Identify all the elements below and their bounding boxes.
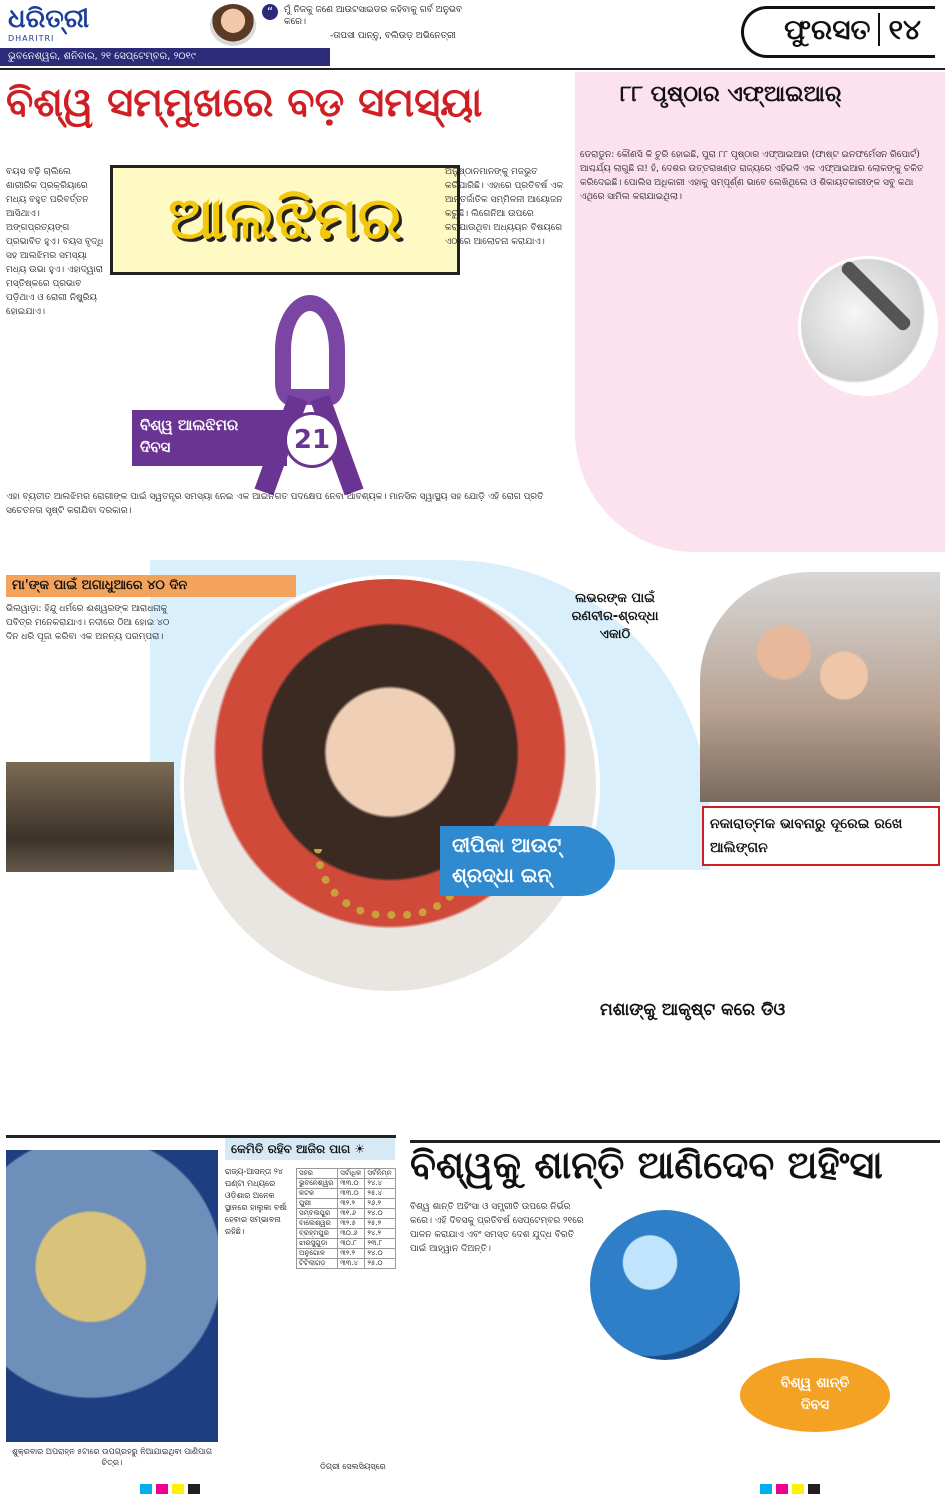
table-cell: ୩୨.୨ bbox=[338, 1199, 365, 1209]
deepika-label: ଦୀପିକା ଆଉଟ୍‌ ଶ୍ରଦ୍ଧା ଇନ୍‌ bbox=[440, 826, 615, 896]
table-row bbox=[297, 1209, 396, 1219]
crowd-photo bbox=[6, 762, 174, 872]
reg-black-2 bbox=[808, 1484, 820, 1494]
alz-day-line1: ବିଶ୍ୱ ଆଲଝିମର bbox=[140, 416, 239, 434]
table-cell: ୩୨.୫ bbox=[338, 1219, 365, 1229]
table-row bbox=[297, 1229, 396, 1239]
table-row bbox=[297, 1219, 396, 1229]
table-header-cell: ସହର bbox=[297, 1169, 338, 1179]
table-header-cell: ସର୍ବାଧିକ bbox=[338, 1169, 365, 1179]
table-cell: ୩୩.୪ bbox=[338, 1259, 365, 1269]
quote-avatar bbox=[210, 4, 256, 46]
table-cell: ୨୪.୨ bbox=[365, 1229, 396, 1239]
logo-text: ଧରିତ୍ରୀ bbox=[8, 4, 90, 34]
alz-day-number: 21 bbox=[284, 412, 340, 468]
newspaper-logo bbox=[8, 4, 100, 48]
reg-cyan bbox=[140, 1484, 152, 1494]
lovers-label: ଲଭରଙ୍କ ପାଇଁ ରଣବୀର-ଶ୍ରଦ୍ଧା ଏକାଠି bbox=[571, 591, 659, 642]
hug-headline: ନକାରାତ୍ମକ ଭାବନାରୁ ଦୂରେଇ ରଖେ ଆଲିଙ୍ଗନ bbox=[702, 806, 940, 866]
table-cell: କଟକ bbox=[297, 1189, 338, 1199]
page-number: ୧୪ bbox=[878, 13, 921, 46]
table-cell: ୨୪.୦ bbox=[365, 1249, 396, 1259]
peace-badge-line2: ଦିବସ bbox=[800, 1397, 830, 1413]
table-cell: ୩୦.୮ bbox=[338, 1239, 365, 1249]
weather-note: ରାଜ୍ୟ-ଆସନ୍ତା ୨୪ ଘଣ୍ଟା ମଧ୍ୟରେ ଓଡ଼ିଶାର ଅନେକ ସ୍ଥାନରେ ହାଲୁକା ବର୍ଷା ହେବାର ସମ୍ଭାବନା ରହିଛି। bbox=[225, 1167, 287, 1236]
fountain-pen-image bbox=[798, 256, 938, 396]
table-cell: ୨୬.୨ bbox=[365, 1199, 396, 1209]
mom-body: ଭିଲୱାଡ଼ା: ହିନ୍ଦୁ ଧର୍ମରେ ଈଶ୍ୱରଙ୍କ ଆରାଧନାକୁ ପବିତ୍ର ମନେକରାଯାଏ। ନଦୀରେ ଠିଆ ହୋଇ ୪୦ ଦିନ ଧରି ପୂଜା କରିବା ଏକ ଅନନ୍ୟ ପରମ୍ପରା। bbox=[6, 604, 170, 642]
reg-black bbox=[188, 1484, 200, 1494]
mosquito-headline: ମଶାଙ୍କୁ ଆକୃଷ୍ଟ କରେ ଡିଓ bbox=[600, 1000, 786, 1020]
table-cell: ୨୪.୪ bbox=[365, 1179, 396, 1189]
table-row bbox=[297, 1189, 396, 1199]
table-row bbox=[297, 1199, 396, 1209]
table-cell: ୩୩.୦ bbox=[338, 1179, 365, 1189]
alz-banner: ଆଲଝିମର bbox=[110, 165, 460, 275]
masthead bbox=[0, 0, 945, 70]
weather-title-text: କେମିତି ରହିବ ଆଜିର ପାଗ bbox=[231, 1142, 351, 1156]
table-cell: ଭୁବନେଶ୍ୱର bbox=[297, 1179, 338, 1189]
table-cell: ୨୫.୪ bbox=[365, 1189, 396, 1199]
actress-portrait bbox=[180, 575, 600, 995]
logo-sub: DHARITRI bbox=[8, 34, 55, 43]
globe-image bbox=[590, 1210, 740, 1360]
reg-magenta-2 bbox=[776, 1484, 788, 1494]
table-cell: ୨୩.୮ bbox=[365, 1239, 396, 1249]
reg-cyan-2 bbox=[760, 1484, 772, 1494]
table-header-cell: ସର୍ବନିମ୍ନ bbox=[365, 1169, 396, 1179]
table-cell: ୩୧.୬ bbox=[338, 1209, 365, 1219]
quote-icon: “ bbox=[262, 4, 278, 20]
map-caption: ଶୁକ୍ରବାର ଅପରାହ୍ନ ୫ଟାରେ ଉପଗ୍ରହରୁ ନିଆଯାଇଥିବା ପାଣିପାଗ ଚିତ୍ର। bbox=[11, 1447, 213, 1467]
table-cell: ୩୦.୬ bbox=[338, 1229, 365, 1239]
reg-magenta bbox=[156, 1484, 168, 1494]
table-row bbox=[297, 1179, 396, 1189]
fir-headline: ୮୮ ପୃଷ୍ଠାର ଏଫ୍‌ଆଇଆର୍‌ bbox=[620, 82, 842, 107]
weather-table bbox=[296, 1168, 396, 1269]
weather-table-header bbox=[297, 1169, 396, 1179]
peace-badge-line1: ବିଶ୍ୱ ଶାନ୍ତି bbox=[780, 1375, 850, 1391]
quote-author: -ତାପସୀ ପାନ୍ନୁ, ବଲିଉଡ଼ ଅଭିନେତ୍ରୀ bbox=[330, 31, 456, 41]
alz-day-badge bbox=[132, 410, 287, 466]
table-cell: ବ୍ରହ୍ମପୁର bbox=[297, 1229, 338, 1239]
alz-column-1: ବୟସ ବଢ଼ି ଚାଲିଲେ ଶାରୀରିକ ପ୍ରକ୍ରିୟାରେ ମଧ୍ୟ ବହୁତ ପରିବର୍ତ୍ତନ ଆସିଥାଏ। ଅଙ୍ଗପ୍ରତ୍ୟଙ୍ଗ ପ୍ରଭାବିତ ହୁଏ। ବୟସ ବୃଦ୍ଧି ସହ ଆଲଝିମର ସମସ୍ୟା ମଧ୍ୟ ଉଭା ହୁଏ। ଏହାଦ୍ୱାରା ମସ୍ତିଷ୍କରେ ପ୍ରଭାବ ପଡ଼ିଥାଏ ଓ ରୋଗୀ ନିଷ୍କ୍ରିୟ ହୋଇଯାଏ। bbox=[6, 167, 104, 317]
table-cell: ସମ୍ବଲପୁର bbox=[297, 1209, 338, 1219]
table-cell: ବାଲେଶ୍ୱର bbox=[297, 1219, 338, 1229]
quote-text: ମୁଁ ନିଜକୁ ଜଣେ ଆଉଟସାଇଡର କହିବାକୁ ଗର୍ବ ଅନୁଭବ କରେ। bbox=[284, 5, 463, 27]
alz-bottom-text: ଏହା ବ୍ୟତୀତ ଆଲଝିମର ରୋଗୀଙ୍କ ପାଇଁ ସ୍ୱତନ୍ତ୍ର ସମସ୍ୟା ନେଇ ଏକ ଆଇନଗତ ପଦକ୍ଷେପ ନେବା ଆବଶ୍ୟକ। ମାନସିକ ସ୍ୱାସ୍ଥ୍ୟ ସହ ଯୋଡ଼ି ଏହି ରୋଗ ପ୍ରତି ସଚେତନତା ସୃଷ୍ଟି କରାଯିବା ଦରକାର। bbox=[6, 492, 544, 516]
unit-note: ଡିଗ୍ରୀ ସେଲସିୟସ୍‌ରେ bbox=[320, 1462, 386, 1471]
table-cell: ୨୪.୦ bbox=[365, 1209, 396, 1219]
sun-cloud-icon: ☀ bbox=[354, 1142, 366, 1156]
table-cell: ୩୨.୨ bbox=[338, 1249, 365, 1259]
section-title bbox=[741, 6, 935, 58]
table-row bbox=[297, 1239, 396, 1249]
registration-marks bbox=[0, 1478, 945, 1498]
date-line: ଭୁବନେଶ୍ୱର, ଶନିବାର, ୨୧ ସେପ୍ଟେମ୍ବର, ୨୦୧୯ bbox=[0, 48, 330, 66]
alz-day-line2: ଦିବସ bbox=[140, 438, 171, 456]
peace-headline: ବିଶ୍ୱକୁ ଶାନ୍ତି ଆଣିଦେବ ଅହିଂସା bbox=[410, 1140, 940, 1194]
pen-nib bbox=[839, 259, 913, 333]
table-row bbox=[297, 1259, 396, 1269]
peace-day-badge bbox=[740, 1358, 890, 1432]
satellite-map bbox=[6, 1150, 218, 1442]
table-cell: ଟିଟିଲାଗଡ଼ bbox=[297, 1259, 338, 1269]
table-row bbox=[297, 1249, 396, 1259]
table-cell: ଅନୁଗୋଳ bbox=[297, 1249, 338, 1259]
peace-body: ବିଶ୍ୱ ଶାନ୍ତି ଅହିଂସା ଓ ସମ୍ପ୍ରୀତି ଉପରେ ନିର୍ଭର କରେ। ଏହି ଦିବସକୁ ପ୍ରତିବର୍ଷ ସେପ୍ଟେମ୍ବର ୨୧ରେ ପାଳନ କରାଯାଏ ଏବଂ ସମସ୍ତ ଦେଶ ଯୁଦ୍ଧ ବିରତି ପାଇଁ ଆହ୍ୱାନ ଦିଅନ୍ତି। bbox=[410, 1202, 584, 1254]
table-cell: ୩୩.୦ bbox=[338, 1189, 365, 1199]
table-cell: ୨୫.୦ bbox=[365, 1259, 396, 1269]
reg-yellow-2 bbox=[792, 1484, 804, 1494]
table-cell: ପୁରୀ bbox=[297, 1199, 338, 1209]
table-cell: ଝାରସୁଗୁଡ଼ା bbox=[297, 1239, 338, 1249]
fir-body: ଡେରାଡୁନ: କୌଣସି କି ଚୁରି ହୋଇଛି, ପୁରା ୮୮ ପୃଷ୍ଠାର ଏଫ୍‌ଆଇଆର (ଫାଷ୍ଟ ଇନଫର୍ମେସନ ରିପୋର୍ଟ) ଆଶ୍ଚର୍ଯ୍ୟ ଲାଗୁଛି ନା! ହଁ, ଦେଶର ଉତ୍ତରାଖଣ୍ଡ ରାଜ୍ୟରେ ଏହିଭଳି ଏକ ଏଫ୍‌ଆଇଆର ଲୋକଙ୍କୁ ଚକିତ କରିଦେଇଛି। ପୋଲିସ ଅଧିକାରୀ ଏହାକୁ ସମ୍ପୂର୍ଣ୍ଣ ଭାବେ ଲେଖିଥିଲେ ଓ ଶିକାୟତକାରୀଙ୍କ ସବୁ କଥା ଏଥିରେ ସାମିଲ କରାଯାଇଥିଲା। bbox=[580, 150, 924, 202]
couple-photo bbox=[700, 572, 940, 802]
section-name: ଫୁରସତ bbox=[784, 13, 871, 46]
alz-headline: ବିଶ୍ୱ ସମ୍ମୁଖରେ ବଡ଼ ସମସ୍ୟା bbox=[6, 80, 483, 126]
weather-title bbox=[225, 1138, 395, 1160]
alz-column-2: ଅନୁଷ୍ଠାନମାନଙ୍କୁ ମଜଭୁତ କରିପାରିଛି। ଏହାରେ ପ୍ରତିବର୍ଷ ଏକ ଆନ୍ତର୍ଜାତିକ ସମ୍ମିଳନୀ ଆୟୋଜନ କରୁଛି। ଲିଗେନିଆ ଉପରେ କରାଯାଉଥିବା ଅଧ୍ୟୟନ ବିଷୟରେ ଏଠାରେ ଆଲୋଚନା କରାଯାଏ। bbox=[445, 167, 564, 247]
mom-headline: ମା'ଙ୍କ ପାଇଁ ଅଗାଧୁଆରେ ୪୦ ଦିନ bbox=[6, 575, 296, 597]
table-cell: ୨୫.୨ bbox=[365, 1219, 396, 1229]
reg-yellow bbox=[172, 1484, 184, 1494]
